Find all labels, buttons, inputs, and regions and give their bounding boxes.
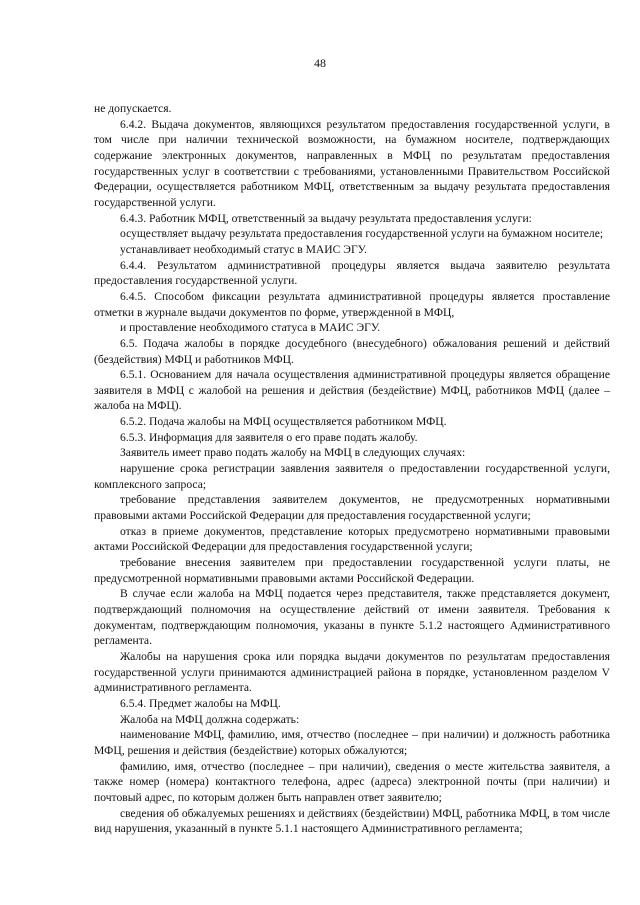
paragraph-complaint-contents: Жалоба на МФЦ должна содержать: xyxy=(120,712,300,726)
list-item-fee-demand: требование внесения заявителем при предоставлении государственной услуги платы, не предусмотренной нормативными правовыми актами Российской Федерации. xyxy=(94,556,610,585)
page-number: 48 xyxy=(314,56,326,70)
paragraph-representative: В случае если жалоба на МФЦ подается через представителя, также представляется документ, подтверждающий полномочия на осуществление действий от имени заявителя. Требования к документам, подтверждающим полномочия, указаны в пункте 5.1.2 настоящего Административного регламента. xyxy=(94,587,610,648)
paragraph-issue-on-paper: осуществляет выдачу результата предоставления государственной услуги на бумажном носителе; xyxy=(120,227,604,241)
paragraph-6-4-2: 6.4.2. Выдача документов, являющихся результатом предоставления государственной услуги, в том числе при наличии технической возможности, на бумажном носителе, подтверждающих содержание электронных документов, направленных в МФЦ по результатам предоставления государственных услуг в соответствии с требованиями, установленными Правительством Российской Федерации, осуществляется работником МФЦ, ответственным за выдачу результата предоставления государственной услуги. xyxy=(94,117,610,209)
paragraph-deadline-complaints: Жалобы на нарушения срока или порядка выдачи документов по результатам предоставления государственной услуги принимаются администрацией района в порядке, установленном разделом V административного регламента. xyxy=(94,649,610,695)
paragraph-status-mais: и проставление необходимого статуса в МАИС ЭГУ. xyxy=(120,321,381,335)
paragraph-6-5-2: 6.5.2. Подача жалобы на МФЦ осуществляется работником МФЦ. xyxy=(120,415,447,429)
paragraph-6-4-3: 6.4.3. Работник МФЦ, ответственный за выдачу результата предоставления услуги: xyxy=(120,211,532,225)
paragraph-continuation: не допускается. xyxy=(94,102,172,115)
paragraph-6-5: 6.5. Подача жалобы в порядке досудебного (внесудебного) обжалования решений и действий (бездействия) МФЦ и работников МФЦ. xyxy=(94,336,610,366)
paragraph-6-5-4: 6.5.4. Предмет жалобы на МФЦ. xyxy=(120,696,281,710)
paragraph-complaint-cases: Заявитель имеет право подать жалобу на МФЦ в следующих случаях: xyxy=(120,446,466,460)
list-item-mfc-name: наименование МФЦ, фамилию, имя, отчество (последнее – при наличии) и должность работника МФЦ, решения и действия (бездействие) которых обжалуются; xyxy=(94,728,610,757)
paragraph-set-status: устанавливает необходимый статус в МАИС ЭГУ. xyxy=(120,242,367,256)
list-item-applicant-info: фамилию, имя, отчество (последнее – при наличии), сведения о месте жительства заявителя, а также номер (номера) контактного телефона, адрес (адреса) электронной почты (при наличии) и почтовый адрес, по которым должен быть направлен ответ заявителю; xyxy=(94,759,610,804)
document-body xyxy=(94,101,610,837)
list-item-registration-deadline: нарушение срока регистрации заявления заявителя о предоставлении государственной услуги, комплексного запроса; xyxy=(94,462,610,491)
list-item-extra-documents: требование представления заявителем документов, не предусмотренных нормативными правовыми актами Российской Федерации для предоставления государственной услуги; xyxy=(94,493,610,523)
list-item-contested-decisions: сведения об обжалуемых решениях и действиях (бездействии) МФЦ, работника МФЦ, в том числе вид нарушения, указанный в пункте 5.1.1 настоящего Административного регламента; xyxy=(94,806,610,836)
paragraph-6-5-1: 6.5.1. Основанием для начала осуществления административной процедуры является обращение заявителя в МФЦ с жалобой на решения и действия (бездействие) МФЦ, работников МФЦ (далее – жалоба на МФЦ). xyxy=(94,368,610,413)
paragraph-6-4-4: 6.4.4. Результатом административной процедуры является выдача заявителю результата предоставления государственной услуги. xyxy=(94,258,610,288)
list-item-refusal: отказ в приеме документов, представление которых предусмотрено нормативными правовыми актами Российской Федерации для предоставления государственной услуги; xyxy=(94,524,610,554)
paragraph-6-5-3: 6.5.3. Информация для заявителя о его праве подать жалобу. xyxy=(120,430,418,444)
paragraph-6-4-5: 6.4.5. Способом фиксации результата административной процедуры является проставление отметки в журнале выдачи документов по форме, утвержденной в МФЦ, xyxy=(94,289,610,319)
